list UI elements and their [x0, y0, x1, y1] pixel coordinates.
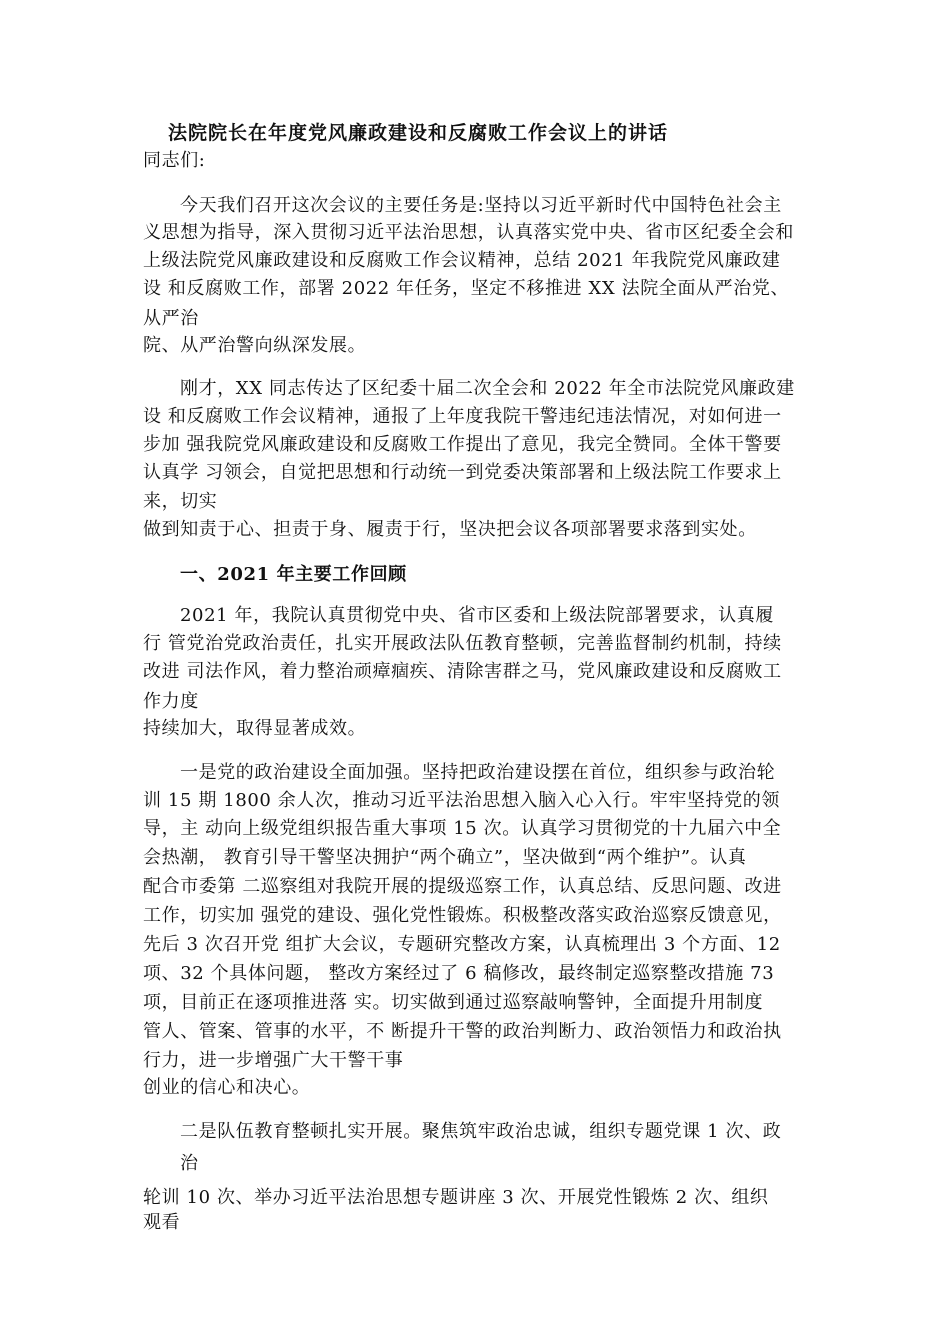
- paragraph-5-line: 治: [180, 1153, 199, 1174]
- paragraph-4-line: 项，目前正在逐项推进落 实。切实做到通过巡察敲响警钟，全面提升用制度: [143, 992, 764, 1013]
- salutation: 同志们:: [143, 150, 206, 171]
- paragraph-2-line: 做到知责于心、担责于身、履责于行，坚决把会议各项部署要求落到实处。: [143, 519, 757, 540]
- paragraph-4-line: 训 15 期 1800 余人次，推动习近平法治思想入脑入心入行。牢牢坚持党的领: [143, 790, 780, 811]
- paragraph-4-line: 导，主 动向上级党组织报告重大事项 15 次。认真学习贯彻党的十九届六中全: [143, 818, 782, 839]
- paragraph-1-line: 从严治: [143, 308, 199, 329]
- paragraph-3-line: 改进 司法作风，着力整治顽瘴痼疾、清除害群之马，党风廉政建设和反腐败工: [143, 661, 782, 682]
- paragraph-5-line: 轮训 10 次、举办习近平法治思想专题讲座 3 次、开展党性锻炼 2 次、组织: [143, 1187, 769, 1208]
- paragraph-2-line: 设 和反腐败工作会议精神，通报了上年度我院干警违纪违法情况，对如何进一: [143, 406, 782, 427]
- paragraph-2-line: 认真学 习领会，自觉把思想和行动统一到党委决策部署和上级法院工作要求上: [143, 462, 782, 483]
- paragraph-2-line: 步加 强我院党风廉政建设和反腐败工作提出了意见，我完全赞同。全体干警要: [143, 434, 782, 455]
- paragraph-1-line: 今天我们召开这次会议的主要任务是:坚持以习近平新时代中国特色社会主: [180, 195, 782, 216]
- paragraph-4-line: 行力，进一步增强广大干警干事: [143, 1050, 404, 1071]
- paragraph-5-line: 观看: [143, 1212, 181, 1233]
- paragraph-4-line: 先后 3 次召开党 组扩大会议，专题研究整改方案，认真梳理出 3 个方面、12: [143, 934, 781, 955]
- paragraph-4-line: 工作，切实加 强党的建设、强化党性锻炼。积极整改落实政治巡察反馈意见，: [143, 905, 782, 926]
- paragraph-3-line: 持续加大，取得显著成效。: [143, 718, 367, 739]
- paragraph-4-line: 项、32 个具体问题， 整改方案经过了 6 稿修改，最终制定巡察整改措施 73: [143, 963, 775, 984]
- paragraph-1-line: 上级法院党风廉政建设和反腐败工作会议精神，总结 2021 年我院党风廉政建: [143, 250, 781, 271]
- paragraph-4-line: 一是党的政治建设全面加强。坚持把政治建设摆在首位，组织参与政治轮: [180, 762, 776, 783]
- paragraph-4-line: 会热潮， 教育引导干警坚决拥护“两个确立”，坚决做到“两个维护”。认真: [143, 847, 747, 868]
- paragraph-5-line: 二是队伍教育整顿扎实开展。聚焦筑牢政治忠诚，组织专题党课 1 次、政: [180, 1121, 782, 1142]
- paragraph-1-line: 院、从严治警向纵深发展。: [143, 335, 367, 356]
- paragraph-4-line: 配合市委第 二巡察组对我院开展的提级巡察工作，认真总结、反思问题、改进: [143, 876, 782, 897]
- document-title: 法院院长在年度党风廉政建设和反腐败工作会议上的讲话: [168, 122, 669, 144]
- paragraph-1-line: 义思想为指导，深入贯彻习近平法治思想，认真落实党中央、省市区纪委全会和: [143, 222, 794, 243]
- paragraph-3-line: 行 管党治党政治责任，扎实开展政法队伍教育整顿，完善监督制约机制，持续: [143, 633, 782, 654]
- paragraph-3-line: 2021 年，我院认真贯彻党中央、省市区委和上级法院部署要求，认真履: [180, 605, 774, 626]
- paragraph-1-line: 设 和反腐败工作，部署 2022 年任务，坚定不移推进 XX 法院全面从严治党、: [143, 278, 790, 299]
- paragraph-4-line: 创业的信心和决心。: [143, 1077, 311, 1098]
- paragraph-2-line: 来，切实: [143, 491, 218, 512]
- paragraph-2-line: 刚才，XX 同志传达了区纪委十届二次全会和 2022 年全市法院党风廉政建: [180, 378, 795, 399]
- paragraph-3-line: 作力度: [143, 691, 199, 712]
- paragraph-4-line: 管人、管案、管事的水平，不 断提升干警的政治判断力、政治领悟力和政治执: [143, 1021, 782, 1042]
- section-heading: 一、2021 年主要工作回顾: [180, 564, 407, 585]
